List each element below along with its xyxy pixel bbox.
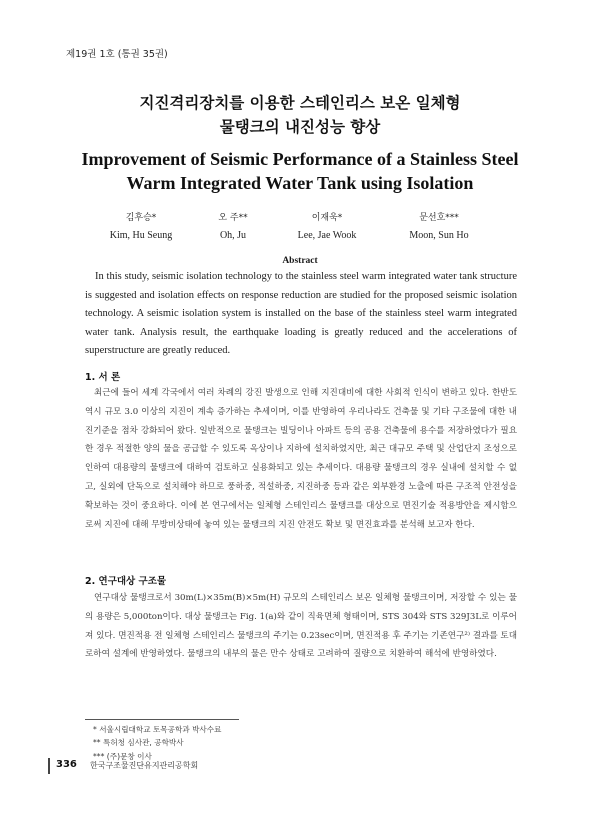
author-name-korean: 이재욱* bbox=[311, 213, 343, 223]
abstract-body: In this study, seismic isolation technology to the stainless steel warm integrated water tank structure is suggested and isolation effects on response reduction are studied for the proposed seismic isolation technology. A seismic isolation system is installed on the base of the stainless steel warm integrated water tank. Analysis result, the earthquake loading is greatly reduced and the accelerations of superstructure are greatly reduced. bbox=[85, 271, 517, 357]
author-name-english: Moon, Sun Ho bbox=[409, 230, 469, 241]
author-name-english: Kim, Hu Seung bbox=[109, 230, 173, 241]
title-korean-line-1: 지진격리장치를 이용한 스테인리스 보온 일체형 bbox=[139, 94, 461, 112]
page-number: 336 bbox=[56, 759, 77, 770]
title-english-line-2: Warm Integrated Water Tank using Isolation bbox=[126, 173, 474, 193]
author-name-english: Lee, Jae Wook bbox=[297, 230, 357, 241]
author bbox=[384, 212, 494, 243]
footnote: * 서울시립대학교 토목공학과 박사수료 bbox=[93, 725, 222, 734]
section-body-introduction: 최근에 들어 세계 각국에서 여러 차례의 강진 발생으로 인해 지진대비에 대한 사회적 인식이 변하고 있다. 한반도 역시 규모 3.0 이상의 지진이 계속 증가하는 추세이며, 이를 반영하여 우리나라도 건축물 및 기타 구조물에 대한 내진기준을 점차 강화되어 왔다. 일반적으로 물탱크는 빌딩이나 아파트 등의 공용 건축물에 용수를 저장하였다가 필요한 경우 적절한 양의 물을 공급할 수 있도록 옥상이나 지하에 설치하였지만, 최근 대규모 주택 및 산업단지 조성으로 인하여 대용량의 물탱크에 대하여 검토하고 실용화되고 있는 추세이다. 대용량 물탱크의 경우 실내에 설치할 수 없고, 실외에 단독으로 설치해야 하므로 풍하중, 적설하중, 지진하중 등과 같은 외부환경 노출에 따른 구조적 안전성을 확보하는 것이 중요하다. 이에 본 연구에서는 일체형 스테인리스 물탱크를 대상으로 면진기술 적용방안을 제시함으로써 지진에 대해 무방비상태에 놓여 있는 물탱크의 지진 안전도 확보 및 면진효과를 분석해 보고자 한다. bbox=[85, 388, 517, 530]
footnote-divider bbox=[85, 719, 239, 720]
author-name-korean: 김후승* bbox=[125, 213, 157, 223]
section-heading-target-structure: 2. 연구대상 구조물 bbox=[85, 576, 167, 587]
author-name-korean: 오 주** bbox=[218, 213, 248, 223]
footnote: *** (주)문창 이사 bbox=[93, 751, 152, 761]
journal-name-footer: 한국구조물진단유지관리공학회 bbox=[90, 761, 199, 770]
author-name-english: Oh, Ju bbox=[219, 230, 247, 241]
author-list bbox=[86, 212, 486, 252]
journal-issue-header: 제19권 1호 (통권 35권) bbox=[66, 49, 168, 60]
section-heading-introduction: 1. 서 론 bbox=[85, 372, 121, 383]
footnote: ** 특허청 심사관, 공학박사 bbox=[93, 738, 184, 748]
page-number-bar bbox=[48, 758, 50, 774]
title-korean-line-2: 물탱크의 내진성능 향상 bbox=[219, 118, 381, 136]
title-english-line-1: Improvement of Seismic Performance of a Stainless Steel bbox=[81, 149, 519, 169]
author-name-korean: 문선호*** bbox=[419, 213, 459, 223]
section-body-target-structure: 연구대상 물탱크로서 30m(L)×35m(B)×5m(H) 규모의 스테인리스 보온 일체형 물탱크이며, 저장할 수 있는 물의 용량은 5,000ton이다. 대상 물탱크는 Fig. 1(a)와 같이 직육면체 형태이며, STS 304와 STS 329J3L로 이루어져 있다. 면진적용 전 일체형 스테인리스 물탱크의 주기는 0.23sec이며, 면진적용 후 주기는 기존연구²⁾ 결과를 토대로하여 설계에 반영하였다. 물탱크의 내부의 물은 만수 상태로 고려하여 질량으로 치환하여 해석에 반영하였다. bbox=[85, 593, 517, 660]
author bbox=[272, 212, 382, 243]
footnote-list bbox=[85, 723, 221, 763]
abstract-heading: Abstract bbox=[282, 256, 318, 266]
